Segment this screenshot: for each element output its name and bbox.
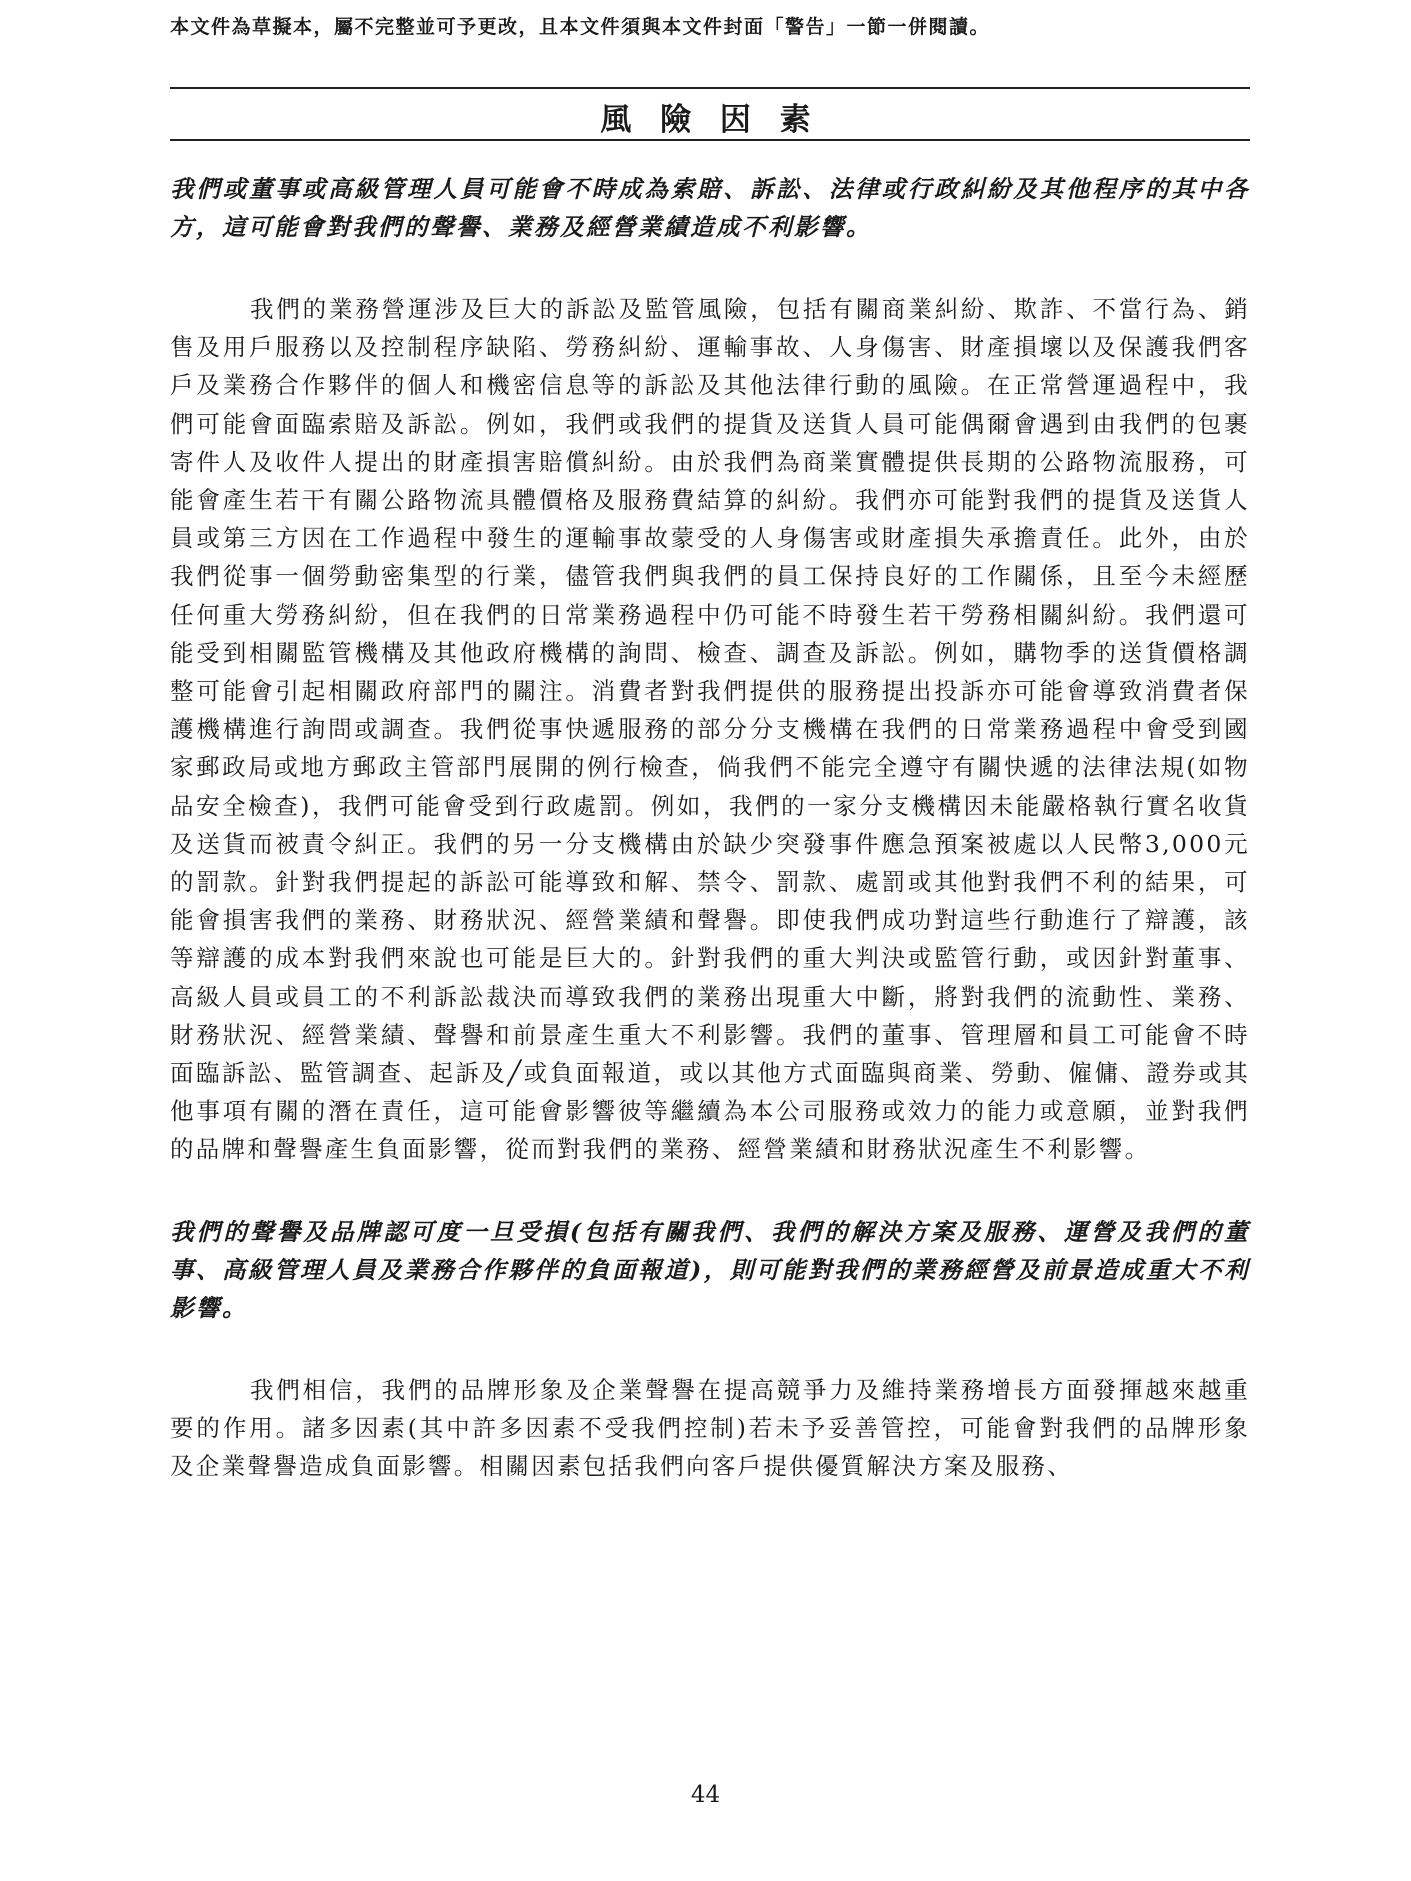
section-title: 風 險 因 素 bbox=[600, 102, 820, 138]
main-content bbox=[170, 170, 1250, 1485]
page-number: 44 bbox=[690, 1782, 721, 1808]
title-bottom-rule bbox=[170, 139, 1250, 141]
risk-paragraph-reputation: 我們相信，我們的品牌形象及企業聲譽在提高競爭力及維持業務增長方面發揮越來越重要的作用。諸多因素(其中許多因素不受我們控制)若未予妥善管控，可能會對我們的品牌形象及企業聲譽造成負面影響。相關因素包括我們向客戶提供優質解決方案及服務、 bbox=[170, 1375, 1250, 1481]
risk-paragraph-litigation: 我們的業務營運涉及巨大的訴訟及監管風險，包括有關商業糾紛、欺詐、不當行為、銷售及用戶服務以及控制程序缺陷、勞務糾紛、運輸事故、人身傷害、財產損壞以及保護我們客戶及業務合作夥伴的個人和機密信息等的訴訟及其他法律行動的風險。在正常營運過程中，我們可能會面臨索賠及訴訟。例如，我們或我們的提貨及送貨人員可能偶爾會遇到由我們的包裹寄件人及收件人提出的財產損害賠償糾紛。由於我們為商業實體提供長期的公路物流服務，可能會產生若干有關公路物流具體價格及服務費結算的糾紛。我們亦可能對我們的提貨及送貨人員或第三方因在工作過程中發生的運輸事故蒙受的人身傷害或財產損失承擔責任。此外，由於我們從事一個勞動密集型的行業，儘管我們與我們的員工保持良好的工作關係，且至今未經歷任何重大勞務糾紛，但在我們的日常業務過程中仍可能不時發生若干勞務相關糾紛。我們還可能受到相關監管機構及其他政府機構的詢問、檢查、調查及訴訟。例如，購物季的送貨價格調整可能會引起相關政府部門的關注。消費者對我們提供的服務提出投訴亦可能會導致消費者保護機構進行詢問或調查。我們從事快遞服務的部分分支機構在我們的日常業務過程中會受到國家郵政局或地方郵政主管部門展開的例行檢查，倘我們不能完全遵守有關快遞的法律法規(如物品安全檢查)，我們可能會受到行政處罰。例如，我們的一家分支機構因未能嚴格執行實名收貨及送貨而被責令糾正。我們的另一分支機構由於缺少突發事件應急預案被處以人民幣3,000元的罰款。針對我們提起的訴訟可能導致和解、禁令、罰款、處罰或其他對我們不利的結果，可能會損害我們的業務、財務狀況、經營業績和聲譽。即使我們成功對這些行動進行了辯護，該等辯護的成本對我們來說也可能是巨大的。針對我們的重大判決或監管行動，或因針對董事、高級人員或員工的不利訴訟裁決而導致我們的業務出現重大中斷，將對我們的流動性、業務、財務狀況、經營業績、聲譽和前景產生重大不利影響。我們的董事、管理層和員工可能會不時面臨訴訟、監管調查、起訴及╱或負面報道，或以其他方式面臨與商業、勞動、僱傭、證券或其他事項有關的潛在責任，這可能會影響彼等繼續為本公司服務或效力的能力或意願，並對我們的品牌和聲譽產生負面影響，從而對我們的業務、經營業績和財務狀況產生不利影響。 bbox=[170, 295, 1250, 1164]
draft-notice: 本文件為草擬本，屬不完整並可予更改，且本文件須與本文件封面「警告」一節一併閱讀。 bbox=[170, 16, 991, 38]
title-top-rule bbox=[170, 87, 1250, 89]
risk-heading-litigation: 我們或董事或高級管理人員可能會不時成為索賠、訴訟、法律或行政糾紛及其他程序的其中各方，這可能會對我們的聲譽、業務及經營業績造成不利影響。 bbox=[170, 175, 1250, 241]
risk-heading-reputation: 我們的聲譽及品牌認可度一旦受損(包括有關我們、我們的解決方案及服務、運營及我們的董事、高級管理人員及業務合作夥伴的負面報道)，則可能對我們的業務經營及前景造成重大不利影響。 bbox=[170, 1217, 1250, 1322]
